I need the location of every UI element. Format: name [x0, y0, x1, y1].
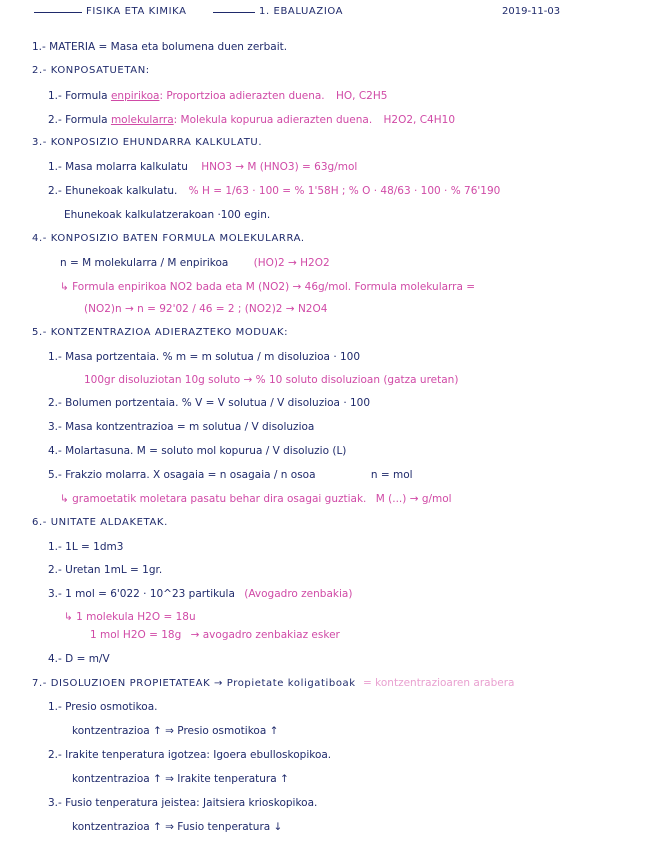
section-heading: 2.- KONPOSATUETAN:	[32, 65, 150, 76]
header-subtitle: 1. EBALUAZIOA	[259, 6, 344, 17]
note-line: 4.- D = m/V	[48, 653, 110, 665]
note-line: 3.- Masa kontzentrazioa = m solutua / V disoluzioa	[48, 421, 315, 433]
section-heading: 6.- UNITATE ALDAKETAK.	[32, 517, 168, 528]
note-line: 2.- Ehunekoak kalkulatu. % H = 1/63 · 100 = % 1'58H ; % O · 48/63 · 100 · % 76'190	[48, 185, 501, 197]
note-line: ↳ 1 molekula H2O = 18u	[64, 611, 196, 623]
note-line: Ehunekoak kalkulatzerakoan ·100 egin.	[64, 209, 271, 221]
note-line: ↳ gramoetatik moletara pasatu behar dira osagai guztiak. M (...) → g/mol	[60, 493, 452, 505]
header-date: 2019-11-03	[502, 6, 561, 17]
note-line: kontzentrazioa ↑ ⇒ Presio osmotikoa ↑	[72, 725, 279, 737]
section-heading: 7.- DISOLUZIOEN PROPIETATEAK → Propietate koligatiboak = kontzentrazioaren araberа	[32, 677, 515, 689]
note-line: 1.- MATERIA = Masa eta bolumena duen zerbait.	[32, 41, 288, 53]
note-line: 1.- 1L = 1dm3	[48, 541, 124, 553]
note-line: 5.- Frakzio molarra. X osagaia = n osagaia / n osoa n = mol	[48, 469, 413, 481]
section-heading: 4.- KONPOSIZIO BATEN FORMULA MOLEKULARRA.	[32, 233, 305, 244]
header-rule-left	[34, 12, 82, 13]
note-line: 1.- Presio osmotikoa.	[48, 701, 158, 713]
header-title: FISIKA ETA KIMIKA	[86, 6, 187, 17]
note-line: ↳ Formula enpirikoa NO2 bada eta M (NO2) → 46g/mol. Formula molekularra =	[60, 281, 476, 293]
note-line: 2.- Formula molekularra: Molekula kopurua adierazten duena. H2O2, C4H10	[48, 114, 455, 126]
note-line: 1.- Formula enpirikoa: Proportzioa adierazten duena. HO, C2H5	[48, 90, 388, 102]
note-line: n = M molekularra / M enpirikoa (HO)2 → H2O2	[60, 257, 330, 269]
section-heading: 3.- KONPOSIZIO EHUNDARRA KALKULATU.	[32, 137, 263, 148]
header-rule-middle	[213, 12, 255, 13]
note-line: 2.- Bolumen portzentaia. % V = V solutua / V disoluzioa · 100	[48, 397, 371, 409]
note-line: 3.- Fusio tenperatura jeistea: Jaitsiera krioskopikoa.	[48, 797, 318, 809]
note-line: 1.- Masa molarra kalkulatu HNO3 → M (HNO3) = 63g/mol	[48, 161, 358, 173]
note-line: 2.- Uretan 1mL = 1gr.	[48, 564, 163, 576]
note-line: 2.- Irakite tenperatura igotzea: Igoera ebulloskopikoa.	[48, 749, 332, 761]
note-line: 3.- 1 mol = 6'022 · 10^23 partikula (Avogadro zenbakia)	[48, 588, 353, 600]
note-line: kontzentrazioa ↑ ⇒ Irakite tenperatura ↑	[72, 773, 289, 785]
note-line: 100gr disoluziotan 10g soluto → % 10 soluto disoluzioan (gatza uretan)	[84, 374, 459, 386]
note-line: 1 mol H2O = 18g → avogadro zenbakiaz esker	[90, 629, 340, 641]
note-line: 4.- Molartasuna. M = soluto mol kopurua / V disoluzio (L)	[48, 445, 347, 457]
section-heading: 5.- KONTZENTRAZIOA ADIERAZTEKO MODUAK:	[32, 327, 289, 338]
note-line: kontzentrazioa ↑ ⇒ Fusio tenperatura ↓	[72, 821, 283, 833]
note-line: 1.- Masa portzentaia. % m = m solutua / m disoluzioa · 100	[48, 351, 361, 363]
note-line: (NO2)n → n = 92'02 / 46 = 2 ; (NO2)2 → N2O4	[84, 303, 328, 315]
